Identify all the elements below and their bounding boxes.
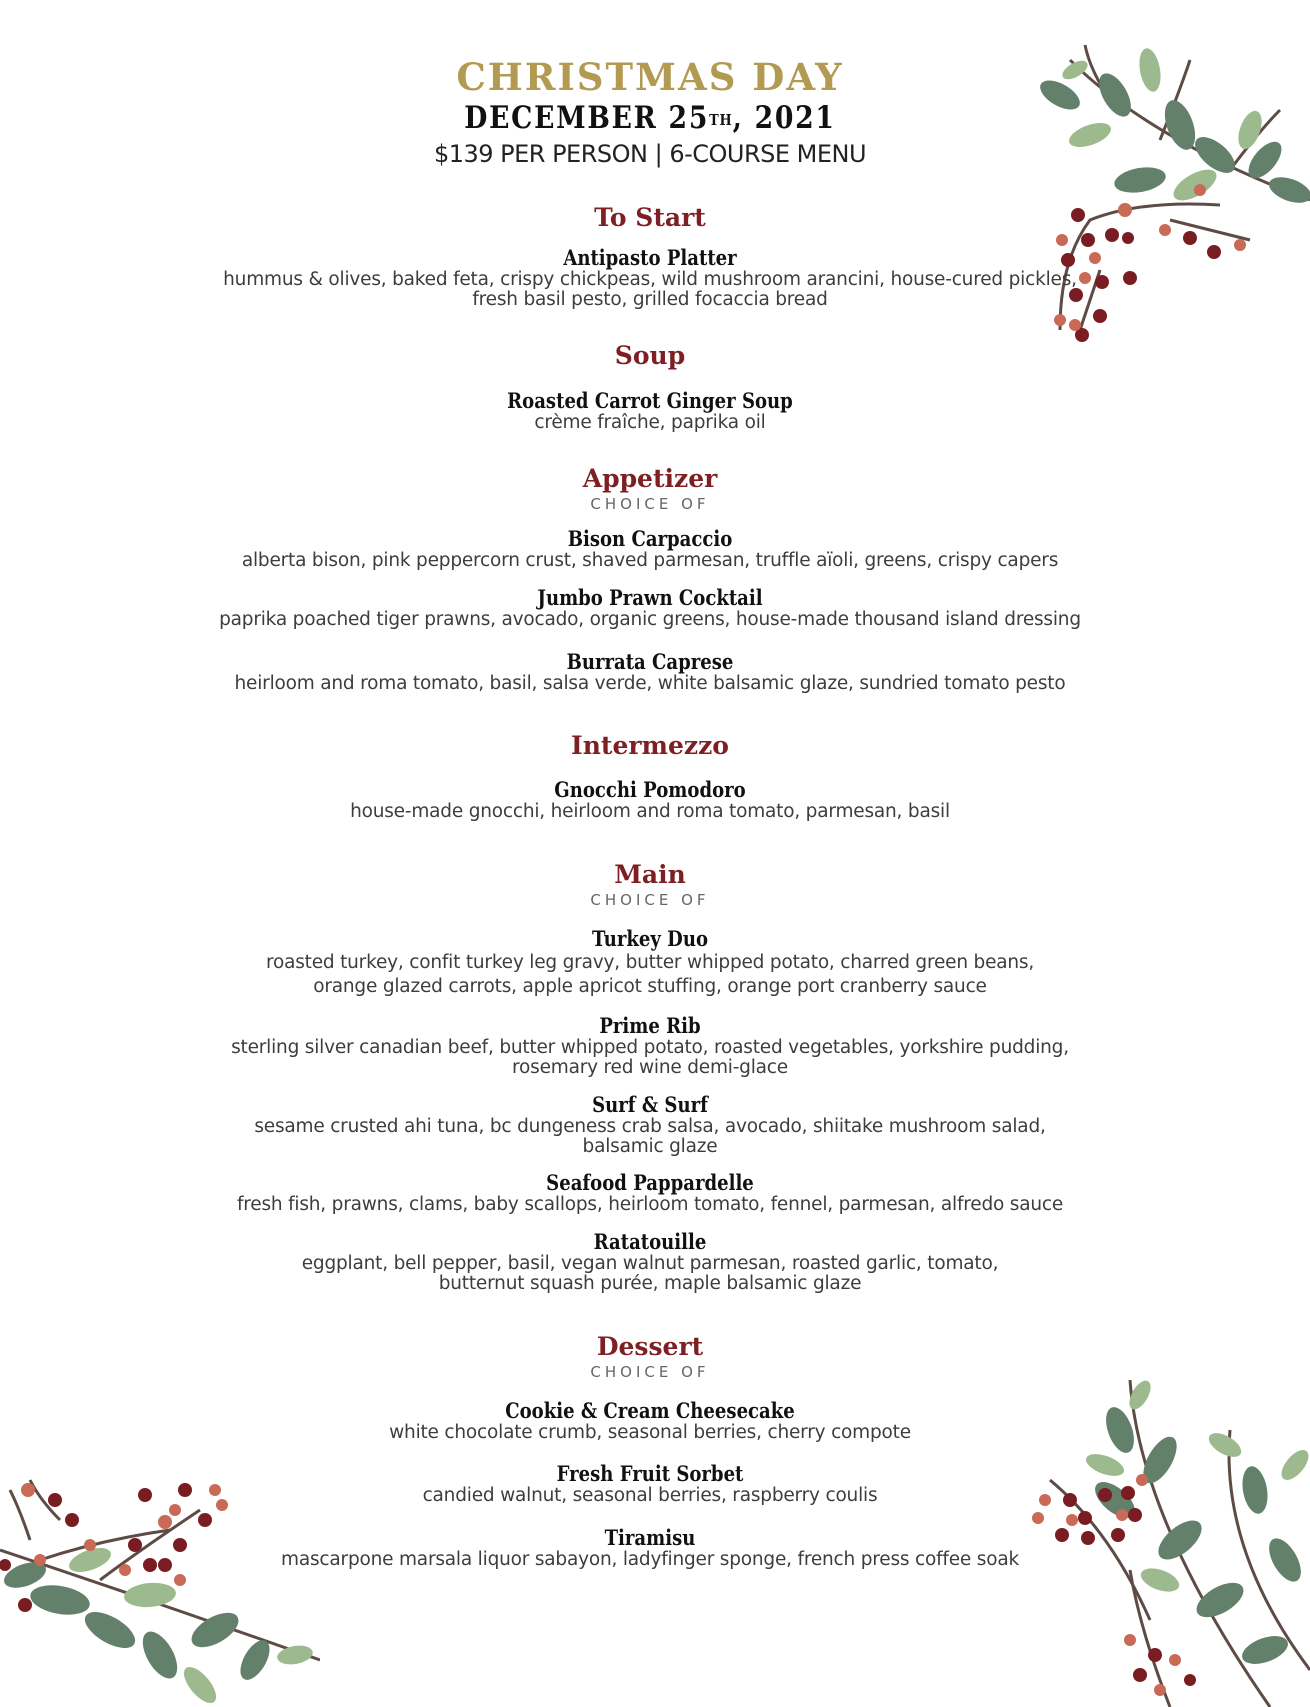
dish-name: Gnocchi Pomodoro [554, 777, 746, 802]
dish-ratatouille [150, 1230, 1150, 1294]
dish-description: paprika poached tiger prawns, avocado, organic greens, house-made thousand island dressing [219, 609, 1081, 630]
choice-of-label: CHOICE OF [590, 1363, 710, 1381]
dish-description: sterling silver canadian beef, butter whipped potato, roasted vegetables, yorkshire pudding, [231, 1037, 1069, 1058]
course-main [150, 860, 1150, 909]
dish-name: Fresh Fruit Sorbet [556, 1461, 744, 1486]
course-soup [150, 341, 1150, 371]
dish-description: fresh fish, prawns, clams, baby scallops, heirloom tomato, fennel, parmesan, alfredo sauce [236, 1194, 1064, 1215]
dish-description: hummus & olives, baked feta, crispy chickpeas, wild mushroom arancini, house-cured pickles, [223, 269, 1077, 290]
choice-of-label: CHOICE OF [590, 891, 710, 909]
course-heading: Intermezzo [571, 731, 729, 760]
dish-name: Turkey Duo [591, 926, 709, 951]
dish-name: Cookie & Cream Cheesecake [505, 1398, 795, 1423]
dish-name: Ratatouille [593, 1229, 707, 1254]
dish-tiramisu [150, 1526, 1150, 1570]
course-heading: Dessert [596, 1332, 704, 1361]
dish-description: crème fraîche, paprika oil [534, 412, 766, 433]
dish-description-cont: butternut squash purée, maple balsamic glaze [438, 1273, 862, 1294]
dish-description: white chocolate crumb, seasonal berries, cherry compote [389, 1422, 911, 1443]
price-line: $139 PER PERSON | 6-COURSE MENU [433, 140, 867, 168]
dish-description: roasted turkey, confit turkey leg gravy, butter whipped potato, charred green beans, [265, 952, 1035, 973]
dish-description: sesame crusted ahi tuna, bc dungeness crab salsa, avocado, shiitake mushroom salad, [254, 1116, 1046, 1137]
dish-bison-carpaccio [150, 527, 1150, 571]
dish-cookie-cream-cheesecake [150, 1399, 1150, 1443]
dish-name: Prime Rib [599, 1013, 701, 1038]
course-dessert [150, 1332, 1150, 1381]
event-title: CHRISTMAS DAY [456, 55, 844, 99]
dish-name: Seafood Pappardelle [546, 1170, 754, 1195]
dish-description: eggplant, bell pepper, basil, vegan walnut parmesan, roasted garlic, tomato, [301, 1253, 999, 1274]
dish-jumbo-prawn-cocktail [150, 586, 1150, 630]
dish-description-cont: rosemary red wine demi-glace [512, 1057, 788, 1078]
course-to-start [150, 203, 1150, 233]
dish-description-cont: fresh basil pesto, grilled focaccia bread [472, 289, 828, 310]
dish-name: Bison Carpaccio [567, 526, 733, 551]
date-main: DECEMBER 25 [464, 100, 710, 136]
dish-description-cont: balsamic glaze [582, 1136, 718, 1157]
date-suffix: TH [709, 111, 733, 129]
course-heading: Main [614, 860, 686, 889]
dish-antipasto-platter [150, 246, 1150, 310]
date-year: , 2021 [732, 100, 836, 136]
dish-description: house-made gnocchi, heirloom and roma tomato, parmesan, basil [350, 801, 950, 822]
course-appetizer [150, 464, 1150, 513]
dish-name: Tiramisu [604, 1525, 696, 1550]
dish-description: heirloom and roma tomato, basil, salsa verde, white balsamic glaze, sundried tomato pesto [234, 673, 1066, 694]
dish-gnocchi-pomodoro [150, 778, 1150, 822]
dish-name: Burrata Caprese [566, 649, 734, 674]
dish-name: Surf & Surf [592, 1092, 708, 1117]
dish-name: Roasted Carrot Ginger Soup [507, 388, 793, 413]
course-heading: Soup [614, 341, 686, 370]
dish-name: Antipasto Platter [563, 245, 737, 270]
course-heading: Appetizer [582, 464, 718, 493]
dish-prime-rib [150, 1014, 1150, 1078]
dish-description: candied walnut, seasonal berries, raspberry coulis [422, 1485, 878, 1506]
dish-surf-and-surf [150, 1093, 1150, 1157]
course-heading: To Start [594, 203, 706, 232]
dish-fresh-fruit-sorbet [150, 1462, 1150, 1506]
dish-description-cont: orange glazed carrots, apple apricot stuffing, orange port cranberry sauce [313, 976, 987, 997]
dish-description: alberta bison, pink peppercorn crust, shaved parmesan, truffle aïoli, greens, crispy capers [241, 550, 1059, 571]
course-intermezzo [150, 731, 1150, 761]
event-date [220, 98, 1080, 138]
dish-roasted-carrot-ginger-soup [150, 389, 1150, 433]
dish-description: mascarpone marsala liquor sabayon, ladyfinger sponge, french press coffee soak [281, 1549, 1019, 1570]
dish-seafood-pappardelle [150, 1171, 1150, 1215]
dish-name: Jumbo Prawn Cocktail [537, 585, 763, 610]
dish-turkey-duo [150, 927, 1150, 999]
dish-burrata-caprese [150, 650, 1150, 694]
choice-of-label: CHOICE OF [590, 495, 710, 513]
